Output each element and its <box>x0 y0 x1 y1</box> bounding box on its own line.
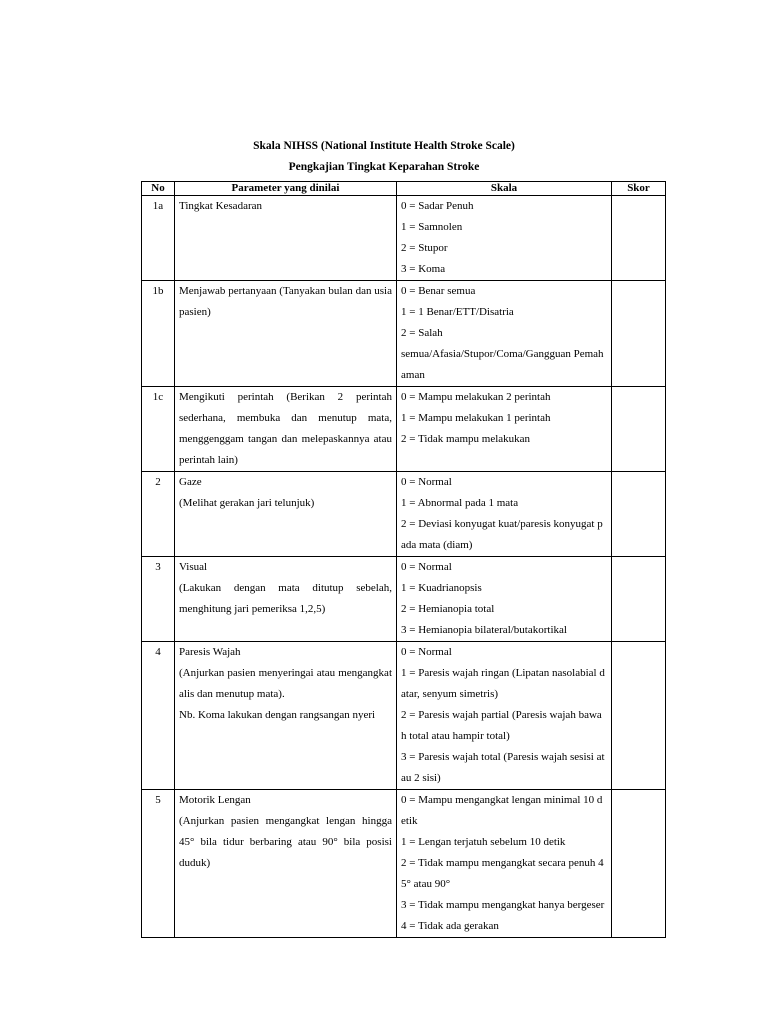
skala-option: 2 = Salah <box>401 327 443 339</box>
skala-cell <box>397 790 612 938</box>
header-skor: Skor <box>612 182 666 196</box>
skala-option: 1 = Lengan terjatuh sebelum 10 detik <box>401 836 566 848</box>
skala-option: 3 = Tidak mampu mengangkat hanya bergeser <box>401 899 605 911</box>
row-number: 1b <box>142 281 175 387</box>
parameter-cell <box>175 387 397 472</box>
skala-option: 0 = Normal <box>401 646 452 658</box>
skala-option: 0 = Mampu mengangkat lengan minimal 10 detik <box>401 794 603 827</box>
skala-option: 2 = Tidak mampu melakukan <box>401 433 531 445</box>
parameter-text: Visual <box>179 561 208 573</box>
skala-cell <box>397 387 612 472</box>
table-row <box>142 387 666 472</box>
table-row <box>142 196 666 281</box>
row-number: 1a <box>142 196 175 281</box>
skor-cell[interactable] <box>612 557 666 642</box>
table-row <box>142 790 666 938</box>
skala-option: 1 = 1 Benar/ETT/Disatria <box>401 306 514 318</box>
skor-cell[interactable] <box>612 472 666 557</box>
parameter-cell <box>175 642 397 790</box>
skala-option: 3 = Koma <box>401 263 446 275</box>
parameter-text: Mengikuti perintah (Berikan 2 perintah sederhana, membuka dan menutup mata, menggenggam tangan dan melepaskannya atau perintah lain) <box>179 391 392 466</box>
parameter-text: Paresis Wajah <box>179 646 241 658</box>
skala-option: 0 = Normal <box>401 561 452 573</box>
skala-option: 3 = Hemianopia bilateral/butakortikal <box>401 624 567 636</box>
row-number: 5 <box>142 790 175 938</box>
document-title: Skala NIHSS (National Institute Health Stroke Scale) <box>253 140 515 152</box>
skala-option: 3 = Paresis wajah total (Paresis wajah sesisi atau 2 sisi) <box>401 751 605 784</box>
skala-option: 0 = Sadar Penuh <box>401 200 474 212</box>
skala-cell <box>397 642 612 790</box>
skala-cell <box>397 472 612 557</box>
parameter-text: Nb. Koma lakukan dengan rangsangan nyeri <box>179 709 376 721</box>
skala-cell <box>397 557 612 642</box>
parameter-text: Menjawab pertanyaan (Tanyakan bulan dan usia pasien) <box>179 285 392 318</box>
skala-option: 2 = Paresis wajah partial (Paresis wajah bawah total atau hampir total) <box>401 709 602 742</box>
parameter-cell <box>175 196 397 281</box>
parameter-cell <box>175 281 397 387</box>
skala-option: 2 = Stupor <box>401 242 448 254</box>
skala-option: 2 = Tidak mampu mengangkat secara penuh 45° atau 90° <box>401 857 604 890</box>
skala-option: 1 = Samnolen <box>401 221 463 233</box>
skala-cell <box>397 281 612 387</box>
table-row <box>142 281 666 387</box>
table-row <box>142 557 666 642</box>
skala-option: 0 = Normal <box>401 476 452 488</box>
skor-cell[interactable] <box>612 281 666 387</box>
nihss-table <box>141 181 666 938</box>
parameter-text: Gaze <box>179 476 202 488</box>
row-number: 4 <box>142 642 175 790</box>
table-row <box>142 472 666 557</box>
parameter-text: Tingkat Kesadaran <box>179 200 262 212</box>
row-number: 1c <box>142 387 175 472</box>
skala-option: 4 = Tidak ada gerakan <box>401 920 499 932</box>
parameter-text: Motorik Lengan <box>179 794 251 806</box>
skala-option: semua/Afasia/Stupor/Coma/Gangguan Pemahaman <box>401 348 604 381</box>
header-parameter: Parameter yang dinilai <box>175 182 397 196</box>
row-number: 3 <box>142 557 175 642</box>
skala-cell <box>397 196 612 281</box>
skala-option: 1 = Abnormal pada 1 mata <box>401 497 519 509</box>
skala-option: 2 = Deviasi konyugat kuat/paresis konyugat pada mata (diam) <box>401 518 603 551</box>
parameter-cell <box>175 557 397 642</box>
skala-option: 2 = Hemianopia total <box>401 603 495 615</box>
parameter-cell <box>175 472 397 557</box>
skor-cell[interactable] <box>612 387 666 472</box>
skala-option: 1 = Paresis wajah ringan (Lipatan nasolabial datar, senyum simetris) <box>401 667 605 700</box>
parameter-text: (Anjurkan pasien menyeringai atau mengangkat alis dan menutup mata). <box>179 667 392 700</box>
parameter-text: (Anjurkan pasien mengangkat lengan hingga 45° bila tidur berbaring atau 90° bila posisi duduk) <box>179 815 392 869</box>
skala-option: 1 = Mampu melakukan 1 perintah <box>401 412 551 424</box>
parameter-text: (Lakukan dengan mata ditutup sebelah, menghitung jari pemeriksa 1,2,5) <box>179 582 392 615</box>
skor-cell[interactable] <box>612 642 666 790</box>
table-header-row <box>142 182 666 196</box>
row-number: 2 <box>142 472 175 557</box>
skor-cell[interactable] <box>612 196 666 281</box>
table-body <box>142 196 666 938</box>
skala-option: 1 = Kuadrianopsis <box>401 582 482 594</box>
parameter-text: (Melihat gerakan jari telunjuk) <box>179 497 315 509</box>
skala-option: 0 = Benar semua <box>401 285 476 297</box>
parameter-cell <box>175 790 397 938</box>
table-row <box>142 642 666 790</box>
skor-cell[interactable] <box>612 790 666 938</box>
header-skala: Skala <box>397 182 612 196</box>
header-no: No <box>142 182 175 196</box>
document-subtitle: Pengkajian Tingkat Keparahan Stroke <box>288 161 480 173</box>
skala-option: 0 = Mampu melakukan 2 perintah <box>401 391 551 403</box>
